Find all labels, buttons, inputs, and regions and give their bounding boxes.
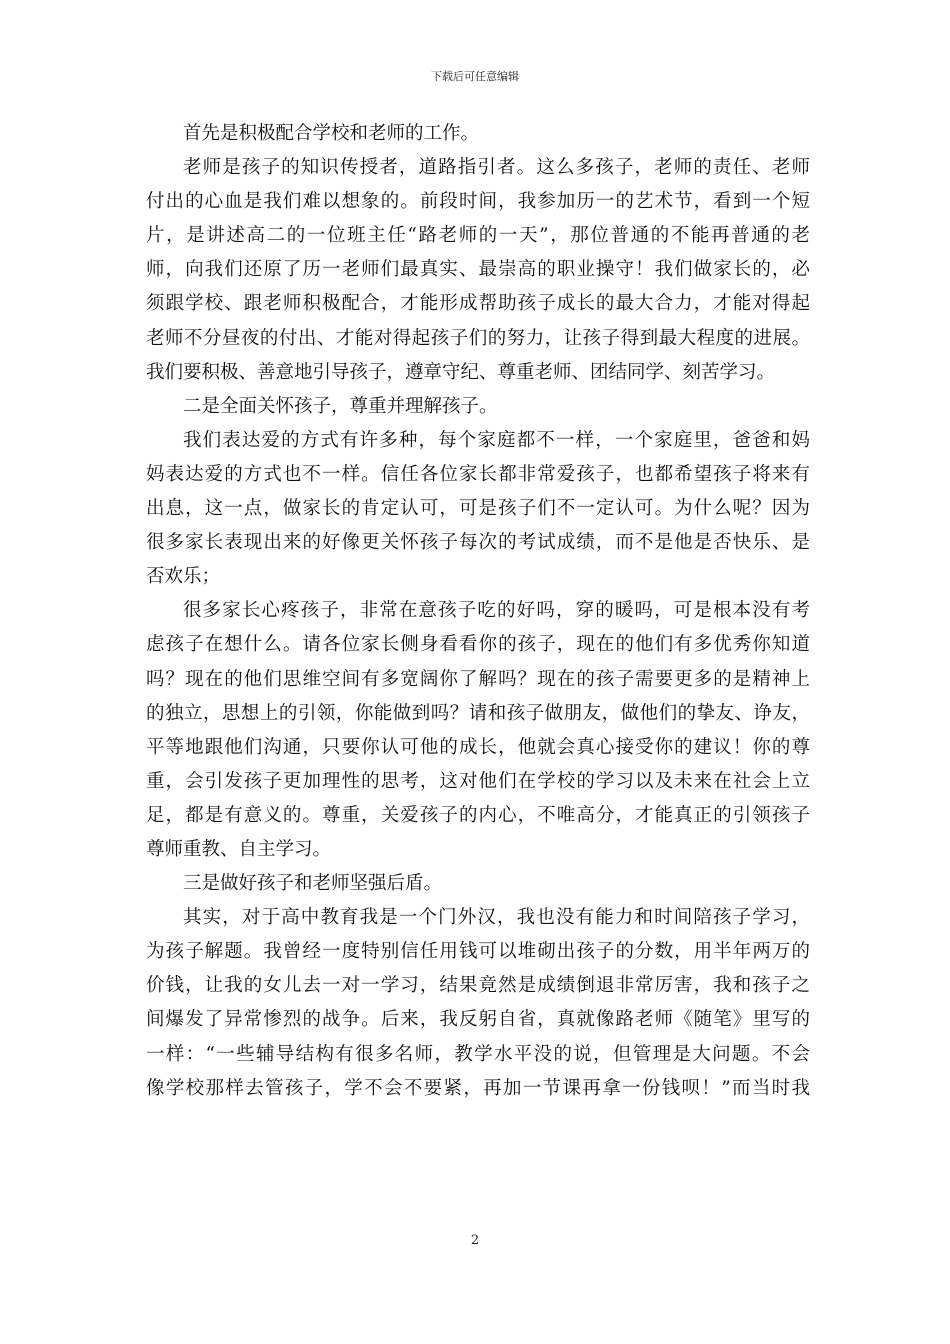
text-line: 间爆发了异常惨烈的战争。后来，我反躬自省，真就像路老师《随笔》里写的 xyxy=(146,1009,810,1031)
text-line: 师，向我们还原了历一老师们最真实、最崇高的职业操守！我们做家长的，必 xyxy=(146,259,810,281)
page-number: 2 xyxy=(470,1233,480,1248)
text-line: 像学校那样去管孩子，学不会不要紧，再加一节课再拿一份钱呗！”而当时我 xyxy=(146,1077,810,1099)
text-line: 付出的心血是我们难以想象的。前段时间，我参加历一的艺术节，看到一个短 xyxy=(146,191,810,213)
text-line: 妈表达爱的方式也不一样。信任各位家长都非常爱孩子，也都希望孩子将来有 xyxy=(146,463,810,485)
text-line: 很多家长表现出来的好像更关怀孩子每次的考试成绩，而不是他是否快乐、是 xyxy=(146,532,810,554)
text-line: 吗？现在的他们思维空间有多宽阔你了解吗？现在的孩子需要更多的是精神上 xyxy=(146,668,810,690)
text-line: 为孩子解题。我曾经一度特别信任用钱可以堆砌出孩子的分数，用半年两万的 xyxy=(146,941,810,963)
text-line: 足，都是有意义的。尊重，关爱孩子的内心，不唯高分，才能真正的引领孩子 xyxy=(146,804,810,826)
document-body xyxy=(146,117,810,1106)
text-line: 的独立，思想上的引领，你能做到吗？请和孩子做朋友，做他们的挚友、诤友， xyxy=(146,702,810,724)
text-line: 我们表达爱的方式有许多种，每个家庭都不一样，一个家庭里，爸爸和妈 xyxy=(183,429,810,451)
text-line: 一样：“一些辅导结构有很多名师，教学水平没的说，但管理是大问题。不会 xyxy=(146,1043,810,1065)
text-line: 虑孩子在想什么。请各位家长侧身看看你的孩子，现在的他们有多优秀你知道 xyxy=(146,634,810,656)
page-header-note: 下载后可任意编辑 xyxy=(431,70,519,83)
text-line: 很多家长心疼孩子，非常在意孩子吃的好吗，穿的暖吗，可是根本没有考 xyxy=(183,600,810,622)
text-line: 其实，对于高中教育我是一个门外汉，我也没有能力和时间陪孩子学习， xyxy=(183,907,810,929)
text-line: 我们要积极、善意地引导孩子，遵章守纪、尊重老师、团结同学、刻苦学习。 xyxy=(146,361,776,383)
text-line: 三是做好孩子和老师坚强后盾。 xyxy=(183,873,443,895)
text-line: 片，是讲述高二的一位班主任“路老师的一天”，那位普通的不能再普通的老 xyxy=(146,225,810,247)
text-line: 价钱，让我的女儿去一对一学习，结果竟然是成绩倒退非常厉害，我和孩子之 xyxy=(146,975,810,997)
text-line: 须跟学校、跟老师积极配合，才能形成帮助孩子成长的最大合力，才能对得起 xyxy=(146,293,810,315)
text-line: 二是全面关怀孩子，尊重并理解孩子。 xyxy=(183,395,498,417)
text-line: 老师不分昼夜的付出、才能对得起孩子们的努力，让孩子得到最大程度的进展。 xyxy=(146,327,810,349)
text-line: 平等地跟他们沟通，只要你认可他的成长，他就会真心接受你的建议！你的尊 xyxy=(146,736,810,758)
text-line: 出息，这一点，做家长的肯定认可，可是孩子们不一定认可。为什么呢？因为 xyxy=(146,498,810,520)
text-line: 否欢乐； xyxy=(146,566,221,588)
text-line: 老师是孩子的知识传授者，道路指引者。这么多孩子，老师的责任、老师 xyxy=(183,157,810,179)
text-line: 重，会引发孩子更加理性的思考，这对他们在学校的学习以及未来在社会上立 xyxy=(146,770,810,792)
text-line: 尊师重教、自主学习。 xyxy=(146,838,332,860)
text-line: 首先是积极配合学校和老师的工作。 xyxy=(183,123,480,144)
